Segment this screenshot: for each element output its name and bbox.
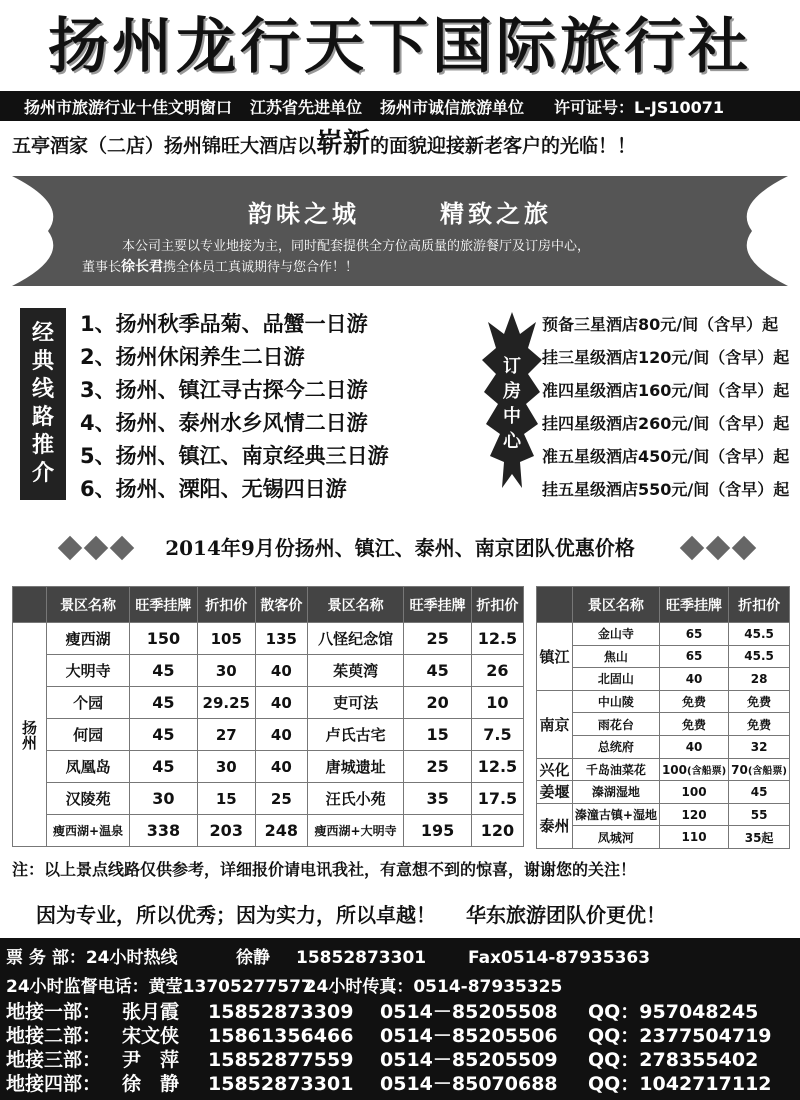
agency-title: 扬州龙行天下国际旅行社: [48, 12, 752, 82]
route-item: 2、扬州休闲养生二日游: [80, 345, 305, 369]
table-row: 大明寺 45 30 40 茱萸湾 45 26: [13, 655, 524, 687]
table-row: 姜堰 溱湖湿地 100 45: [537, 781, 790, 804]
contact-panel: [0, 938, 800, 1100]
booking-center-badge: 订 房 中 心: [482, 312, 542, 502]
table-row: 瘦西湖+温泉 338 203 248 瘦西湖+大明寺 195 120: [13, 815, 524, 847]
hotel-price-item: 准四星级酒店160元/间（含早）起: [542, 381, 790, 400]
region-label: 南京: [537, 690, 573, 758]
motto: 因为专业，所以优秀；因为实力，所以卓越！ 华东旅游团队价更优！: [36, 903, 666, 927]
company-intro: 本公司主要以专业地接为主，同时配套提供全方位高质量的旅游餐厅及订房中心， 董事长徐长君携全体员工真诚期待与您合作！！: [82, 239, 591, 275]
supervision-line: 24小时监督电话：黄莹1370527757724小时传真：0514-87935325: [6, 977, 563, 997]
route-item: 3、扬州、镇江寻古探今二日游: [80, 378, 368, 402]
route-item: 4、扬州、泰州水乡风情二日游: [80, 411, 368, 435]
table-header-row: 景区名称 旺季挂牌 折扣价 散客价 景区名称 旺季挂牌 折扣价: [13, 587, 524, 623]
table-row: 镇江 金山寺 65 45.5: [537, 623, 790, 646]
promo-heading: [0, 530, 800, 566]
honor-item: 江苏省先进单位: [250, 97, 363, 117]
routes-label: 经 典 线 路 推 介: [20, 308, 66, 500]
region-label: 扬州: [13, 623, 47, 847]
honor-item: 扬州市旅游行业十佳文明窗口: [24, 97, 233, 117]
hotel-price-item: 挂五星级酒店550元/间（含早）起: [542, 480, 790, 499]
region-price-table: [536, 586, 790, 849]
route-list: [80, 308, 490, 506]
department-line: 地接二部： 宋文侠 15861356466 0514－85205506 QQ：2377504719: [6, 1025, 772, 1047]
region-label: 泰州: [537, 803, 573, 848]
region-label: 姜堰: [537, 781, 573, 804]
yangzhou-price-table: [12, 586, 524, 847]
table-row: 个园 45 29.25 40 吏可法 20 10: [13, 687, 524, 719]
table-row: 南京 中山陵 免费 免费: [537, 690, 790, 713]
department-line: 地接四部： 徐 静 15852873301 0514－85070688 QQ：1042717112: [6, 1073, 772, 1095]
hotel-price-item: 准五星级酒店450元/间（含早）起: [542, 447, 790, 466]
ticket-office-line: 票 务 部：24小时热线 徐静 15852873301 Fax0514-87935363: [6, 948, 651, 968]
headline: 五亭酒家（二店）扬州锦旺大酒店以崭新的面貌迎接新老客户的光临！！: [12, 128, 637, 159]
department-line: 地接一部： 张月霞 15852873309 0514－85205508 QQ：957048245: [6, 1001, 759, 1023]
honor-item: 扬州市诚信旅游单位: [380, 97, 525, 117]
table-row: 汉陵苑 30 15 25 汪氏小苑 35 17.5: [13, 783, 524, 815]
hotel-price-list: [542, 308, 792, 506]
table-row: 焦山 65 45.5: [537, 645, 790, 668]
banner-slogan: 韵味之城 精致之旅: [248, 199, 552, 228]
hotel-price-item: 预备三星酒店80元/间（含早）起: [542, 315, 779, 334]
table-row: 雨花台 免费 免费: [537, 713, 790, 736]
route-item: 1、扬州秋季品菊、品蟹一日游: [80, 312, 368, 336]
chairman-name: 徐长君: [121, 259, 164, 275]
region-label: 兴化: [537, 758, 573, 781]
hotel-price-item: 挂三星级酒店120元/间（含早）起: [542, 348, 790, 367]
headline-emphasis: 崭新: [316, 128, 371, 159]
diamond-decoration: [58, 536, 134, 560]
table-row: 凤城河 110 35起: [537, 826, 790, 849]
table-row: 何园 45 27 40 卢氏古宅 15 7.5: [13, 719, 524, 751]
license-number: 许可证号：L-JS10071: [554, 97, 725, 117]
table-header-row: 景区名称 旺季挂牌 折扣价: [537, 587, 790, 623]
banner: [12, 176, 788, 286]
hotel-price-item: 挂四星级酒店260元/间（含早）起: [542, 414, 790, 433]
table-row: 总统府 40 32: [537, 735, 790, 758]
table-row: 泰州 溱潼古镇+湿地 120 55: [537, 803, 790, 826]
diamond-decoration: [680, 536, 756, 560]
table-row: 北固山 40 28: [537, 668, 790, 691]
honor-bar: [0, 91, 800, 121]
promo-title: 2014年9月份扬州、镇江、泰州、南京团队优惠价格: [165, 536, 635, 560]
table-row: 扬州 瘦西湖 150 105 135 八怪纪念馆 25 12.5: [13, 623, 524, 655]
region-label: 镇江: [537, 623, 573, 691]
department-line: 地接三部： 尹 萍 15852877559 0514－85205509 QQ：278355402: [6, 1049, 759, 1071]
disclaimer-note: 注：以上景点线路仅供参考，详细报价请电讯我社，有意想不到的惊喜，谢谢您的关注！: [12, 860, 637, 879]
table-row: 凤凰岛 45 30 40 唐城遗址 25 12.5: [13, 751, 524, 783]
table-row: 兴化 千岛油菜花 100(含船票) 70(含船票): [537, 758, 790, 781]
route-item: 6、扬州、溧阳、无锡四日游: [80, 477, 347, 501]
route-item: 5、扬州、镇江、南京经典三日游: [80, 444, 389, 468]
